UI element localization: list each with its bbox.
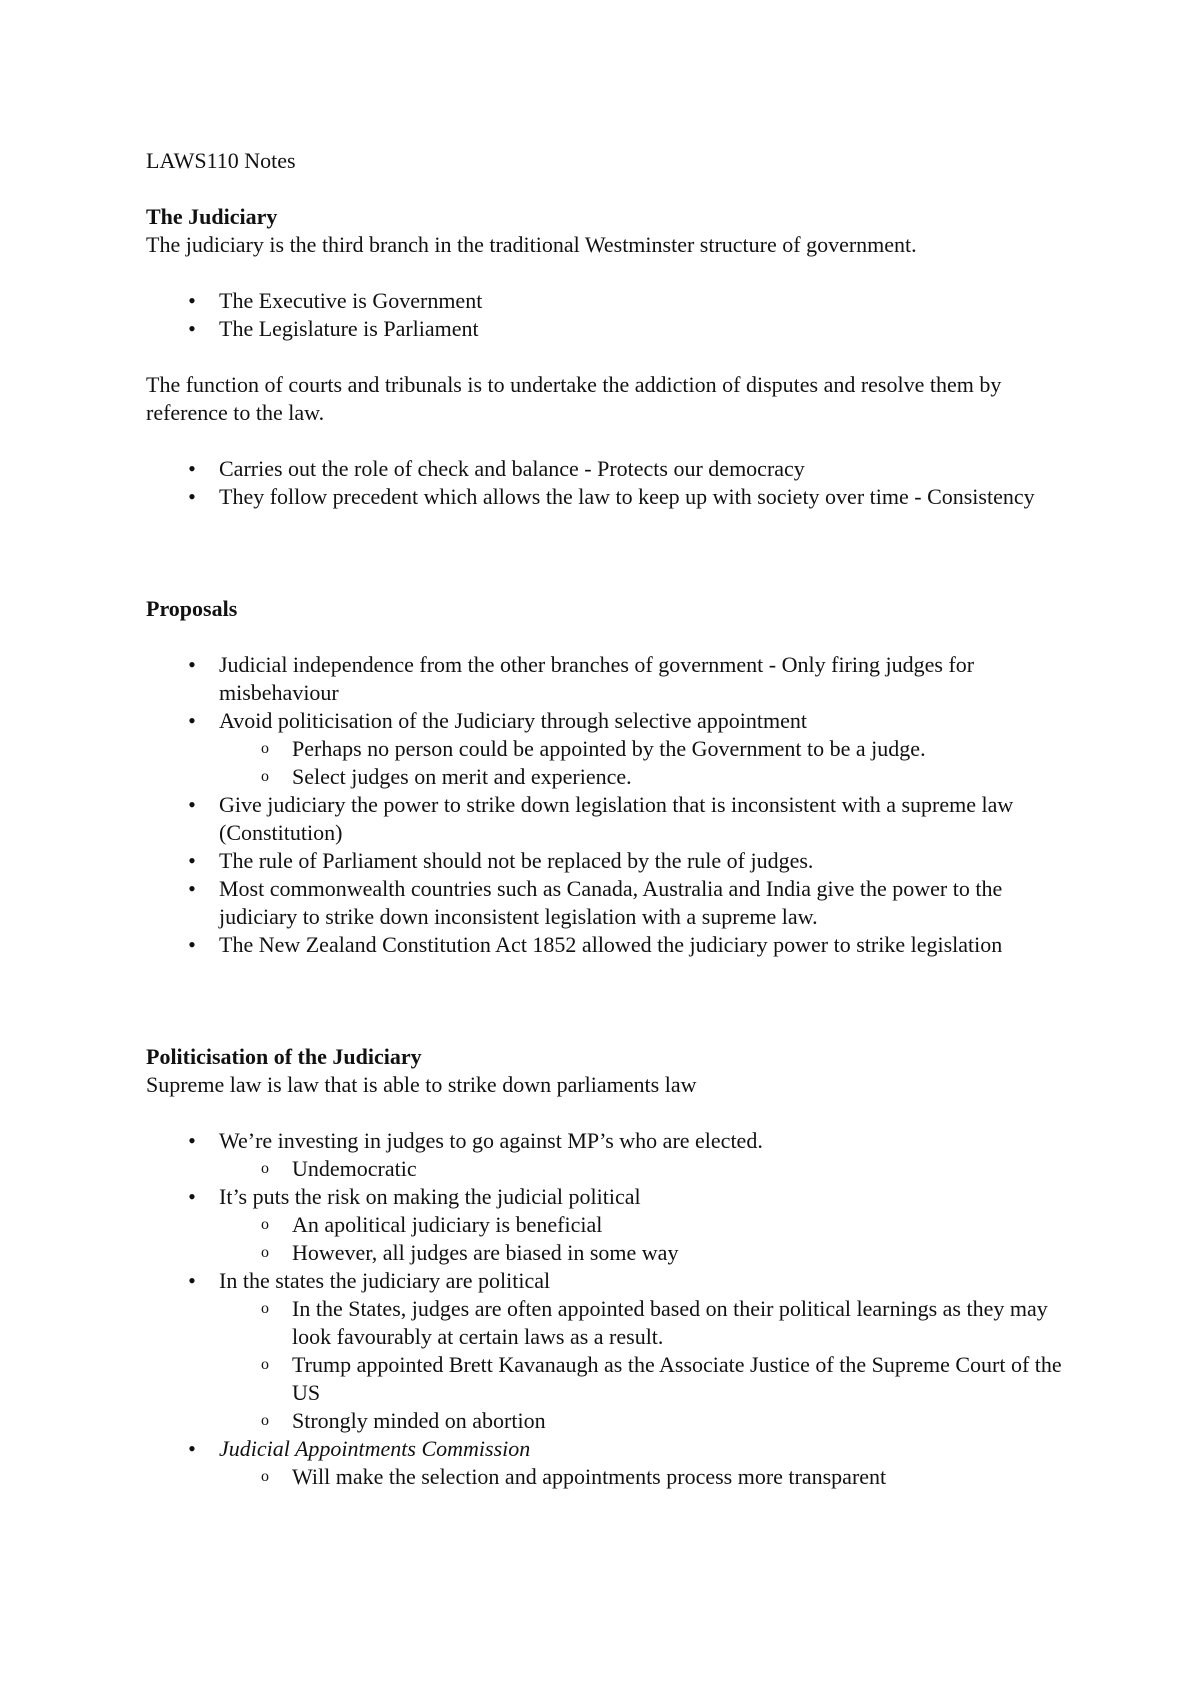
bullet-icon: • xyxy=(188,792,196,817)
list-item-text: It’s puts the risk on making the judicial political xyxy=(219,1184,641,1209)
list-item xyxy=(188,875,1066,931)
sub-list-item-text: An apolitical judiciary is beneficial xyxy=(292,1212,603,1237)
list-item xyxy=(188,455,1066,483)
section-heading-proposals: Proposals xyxy=(146,596,238,621)
sub-list-item-text: Trump appointed Brett Kavanaugh as the Associate Justice of the Supreme Court of the US xyxy=(292,1352,1062,1405)
bullet-icon: • xyxy=(188,932,196,957)
list-item-text: Avoid politicisation of the Judiciary through selective appointment xyxy=(219,708,807,733)
sub-list-item xyxy=(261,1351,1066,1407)
sub-list-item xyxy=(261,763,1066,791)
sub-list xyxy=(219,1155,1066,1183)
sub-list-item xyxy=(261,1295,1066,1351)
list-item xyxy=(188,1183,1066,1267)
bullet-icon: • xyxy=(188,484,196,509)
list-item xyxy=(188,791,1066,847)
list-item xyxy=(188,1127,1066,1183)
roles-list xyxy=(146,455,1066,511)
document-title: LAWS110 Notes xyxy=(146,148,296,173)
bullet-icon: • xyxy=(188,288,196,313)
list-item xyxy=(188,847,1066,875)
sub-list-item-text: Strongly minded on abortion xyxy=(292,1408,546,1433)
list-item-text: Carries out the role of check and balance - Protects our democracy xyxy=(219,456,805,481)
sub-list-item xyxy=(261,1211,1066,1239)
sub-list xyxy=(219,735,1066,791)
list-item xyxy=(188,287,1066,315)
judiciary-function: The function of courts and tribunals is to undertake the addiction of disputes and resolve them by reference to the law. xyxy=(146,372,1002,425)
list-item xyxy=(188,931,1066,959)
list-item-text: They follow precedent which allows the law to keep up with society over time - Consistency xyxy=(219,484,1035,509)
bullet-icon: • xyxy=(188,848,196,873)
sub-list xyxy=(219,1463,1066,1491)
spacer xyxy=(146,987,1066,1043)
sub-bullet-icon: o xyxy=(261,1300,269,1317)
bullet-icon: • xyxy=(188,316,196,341)
list-item-text: The New Zealand Constitution Act 1852 allowed the judiciary power to strike legislation xyxy=(219,932,1003,957)
sub-list-item xyxy=(261,1463,1066,1491)
list-item xyxy=(188,483,1066,511)
bullet-icon: • xyxy=(188,708,196,733)
sub-list xyxy=(219,1211,1066,1267)
section-heading-politicisation: Politicisation of the Judiciary xyxy=(146,1044,422,1069)
list-item xyxy=(188,315,1066,343)
sub-list-item xyxy=(261,1239,1066,1267)
list-item-text: Judicial independence from the other branches of government - Only firing judges for misbehaviour xyxy=(219,652,975,705)
bullet-icon: • xyxy=(188,1128,196,1153)
list-item-text: The Executive is Government xyxy=(219,288,483,313)
sub-bullet-icon: o xyxy=(261,1356,269,1373)
sub-bullet-icon: o xyxy=(261,1216,269,1233)
sub-list-item-text: Perhaps no person could be appointed by the Government to be a judge. xyxy=(292,736,926,761)
document-body xyxy=(146,147,1066,1519)
sub-bullet-icon: o xyxy=(261,1468,269,1485)
list-item-text: The rule of Parliament should not be replaced by the rule of judges. xyxy=(219,848,814,873)
politicisation-list xyxy=(146,1127,1066,1491)
list-item-text: Most commonwealth countries such as Canada, Australia and India give the power to the judiciary to strike down inconsistent legislation with a supreme law. xyxy=(219,876,1003,929)
list-item xyxy=(188,651,1066,707)
sub-bullet-icon: o xyxy=(261,1244,269,1261)
list-item xyxy=(188,1435,1066,1491)
sub-bullet-icon: o xyxy=(261,740,269,757)
bullet-icon: • xyxy=(188,1184,196,1209)
bullet-icon: • xyxy=(188,876,196,901)
list-item-text: We’re investing in judges to go against MP’s who are elected. xyxy=(219,1128,763,1153)
sub-list-item xyxy=(261,1407,1066,1435)
sub-list-item-text: Select judges on merit and experience. xyxy=(292,764,632,789)
sub-list-item xyxy=(261,1155,1066,1183)
list-item-text: In the states the judiciary are political xyxy=(219,1268,551,1293)
sub-list xyxy=(219,1295,1066,1435)
bullet-icon: • xyxy=(188,456,196,481)
branches-list xyxy=(146,287,1066,343)
proposals-list xyxy=(146,651,1066,959)
sub-list-item-text: In the States, judges are often appointed based on their political learnings as they may look favourably at certain laws as a result. xyxy=(292,1296,1048,1349)
sub-bullet-icon: o xyxy=(261,1160,269,1177)
list-item xyxy=(188,1267,1066,1435)
judiciary-intro: The judiciary is the third branch in the traditional Westminster structure of government. xyxy=(146,232,917,257)
politicisation-intro: Supreme law is law that is able to strike down parliaments law xyxy=(146,1072,697,1097)
sub-list-item xyxy=(261,735,1066,763)
list-item-text: The Legislature is Parliament xyxy=(219,316,479,341)
spacer xyxy=(146,539,1066,595)
sub-bullet-icon: o xyxy=(261,1412,269,1429)
bullet-icon: • xyxy=(188,1268,196,1293)
sub-list-item-text: Will make the selection and appointments process more transparent xyxy=(292,1464,887,1489)
list-item-text: Give judiciary the power to strike down legislation that is inconsistent with a supreme law (Constitution) xyxy=(219,792,1014,845)
list-item xyxy=(188,707,1066,791)
bullet-icon: • xyxy=(188,1436,196,1461)
sub-bullet-icon: o xyxy=(261,768,269,785)
sub-list-item-text: However, all judges are biased in some way xyxy=(292,1240,679,1265)
section-heading-judiciary: The Judiciary xyxy=(146,204,278,229)
list-item-text: Judicial Appointments Commission xyxy=(219,1436,531,1461)
sub-list-item-text: Undemocratic xyxy=(292,1156,417,1181)
bullet-icon: • xyxy=(188,652,196,677)
